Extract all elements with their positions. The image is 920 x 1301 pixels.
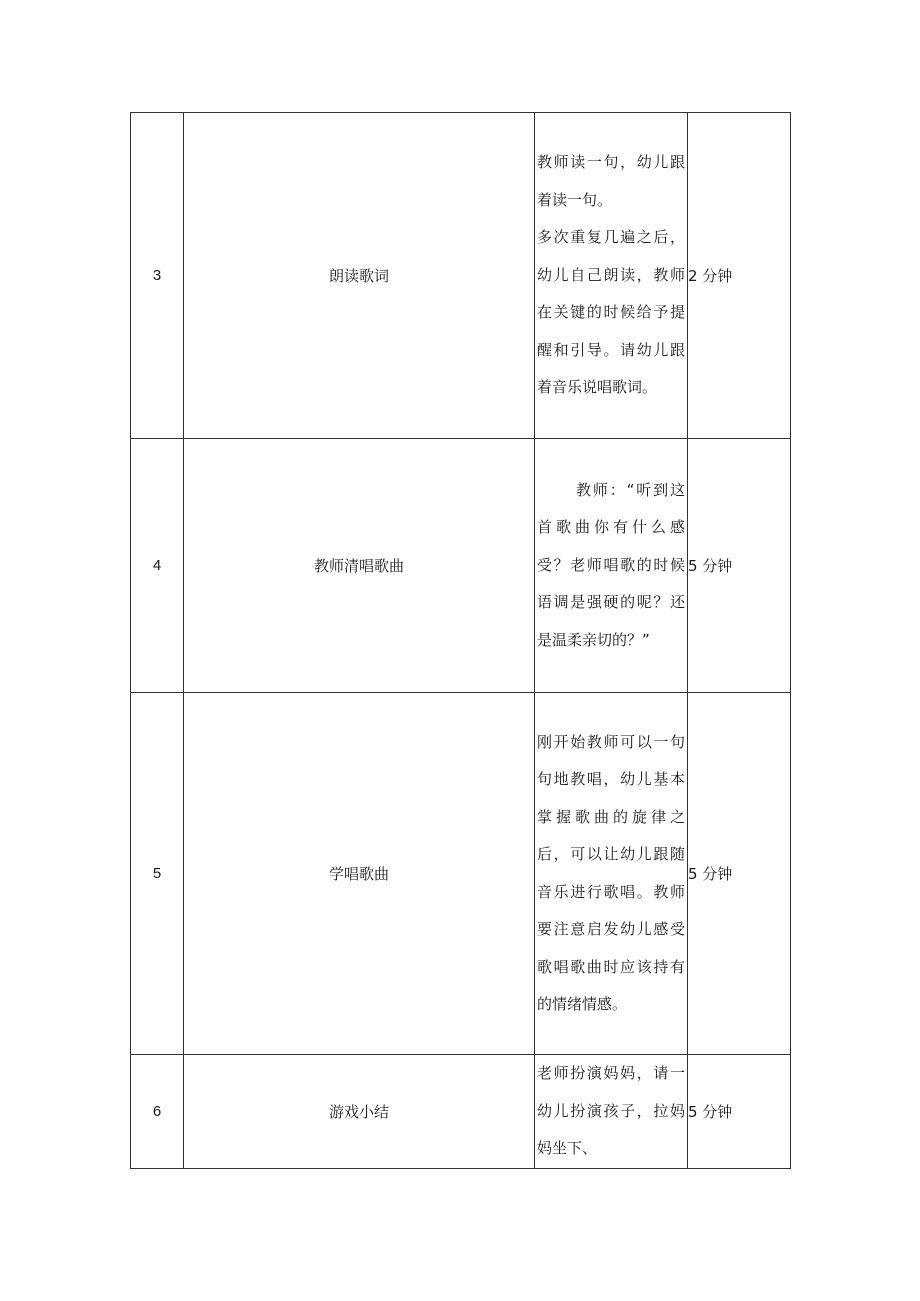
- table-row: [131, 693, 791, 1055]
- step-number: 5: [131, 693, 184, 1055]
- step-number: 6: [131, 1055, 184, 1169]
- description-text: 教师：“听到这首歌曲你有什么感受？老师唱歌的时候语调是强硬的呢？还是温柔亲切的？”: [537, 480, 685, 649]
- activity-description: [535, 1055, 688, 1169]
- lesson-plan-table: [130, 112, 791, 1169]
- activity-description: [535, 439, 688, 693]
- duration: 5 分钟: [688, 1055, 791, 1169]
- step-number: 4: [131, 439, 184, 693]
- activity-name: 学唱歌曲: [184, 693, 535, 1055]
- activity-description: [535, 693, 688, 1055]
- activity-name: 朗读歌词: [184, 113, 535, 439]
- activity-description: [535, 113, 688, 439]
- step-number: 3: [131, 113, 184, 439]
- duration: 5 分钟: [688, 439, 791, 693]
- duration: 5 分钟: [688, 693, 791, 1055]
- description-text: 刚开始教师可以一句句地教唱，幼儿基本掌握歌曲的旋律之后，可以让幼儿跟随音乐进行歌唱。教师要注意启发幼儿感受歌唱歌曲时应该持有的情绪情感。: [537, 732, 685, 1013]
- activity-name: 游戏小结: [184, 1055, 535, 1169]
- table-row: [131, 1055, 791, 1169]
- duration: 2 分钟: [688, 113, 791, 439]
- table-row: [131, 439, 791, 693]
- table-row: [131, 113, 791, 439]
- activity-name: 教师清唱歌曲: [184, 439, 535, 693]
- description-text: 老师扮演妈妈，请一幼儿扮演孩子，拉妈妈坐下、: [537, 1064, 685, 1157]
- description-text: 教师读一句，幼儿跟着读一句。 多次重复几遍之后，幼儿自己朗读，教师在关键的时候给予提醒和引导。请幼儿跟着音乐说唱歌词。: [537, 153, 685, 397]
